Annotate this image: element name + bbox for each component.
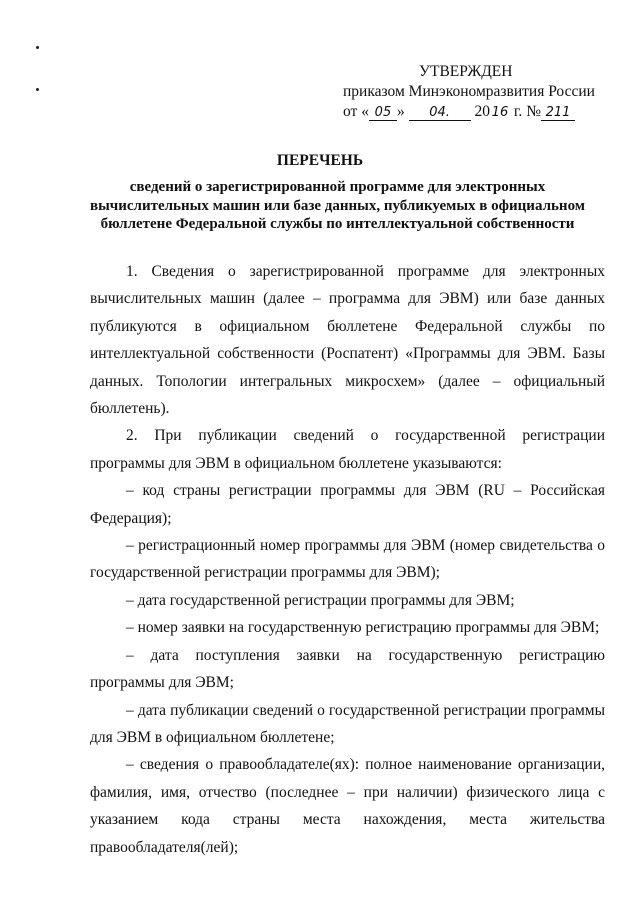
date-prefix: от « [343, 103, 369, 120]
list-item-application-number: – номер заявки на государственную регистрацию программы для ЭВМ; [126, 619, 600, 637]
scan-dot [36, 88, 39, 91]
scan-dot [36, 46, 39, 49]
list-item-application-date: – дата поступления заявки на государственную регистрацию программы для ЭВМ; [90, 646, 605, 692]
list-item-country-code: – код страны регистрации программы для ЭВМ (RU – Российская Федерация); [90, 482, 605, 527]
list-item-publication-date: – дата публикации сведений о государственной регистрации программы для ЭВМ в официальном бюллетене; [90, 701, 605, 746]
list-item-reg-date: – дата государственной регистрации программы для ЭВМ; [126, 591, 515, 609]
year-prefix: 20 [474, 103, 490, 120]
approval-order-line: приказом Минэкономразвития России [343, 83, 595, 100]
date-quote-close: » [396, 103, 405, 120]
year-label: г. [513, 103, 523, 120]
year-suffix: 16 [491, 105, 509, 120]
list-item-reg-number: – регистрационный номер программы для ЭВМ (номер свидетельства о государственной регистрации программы для ЭВМ); [90, 537, 605, 582]
paragraph-2: 2. При публикации сведений о государственной регистрации программы для ЭВМ в официальном бюллетене указываются: [90, 427, 605, 472]
approval-block [343, 62, 613, 122]
document-subtitle: сведений о зарегистрированной программе для электронных вычислительных машин или базе данных, публикуемых в официальном бюллетене Федеральной службы по интеллектуальной собственности [89, 179, 586, 232]
document-title: ПЕРЕЧЕНЬ [276, 152, 364, 169]
approval-date-line [343, 102, 613, 122]
order-number: 211 [541, 106, 575, 121]
date-day: 05 [369, 106, 397, 121]
date-month: 04. [409, 106, 471, 121]
document-body [90, 258, 605, 861]
number-label: № [526, 103, 541, 120]
list-item-rightholder: – сведения о правообладателе(ях): полное наименование организации, фамилия, имя, отчество (последнее – при наличии) физического лица с указанием кода страны места нахождения, места жительства правообладателя(лей); [90, 756, 605, 856]
paragraph-1: 1. Сведения о зарегистрированной программе для электронных вычислительных машин (далее – программа для ЭВМ) или базе данных публикуются в официальном бюллетене Федеральной службы по интеллектуальной собственности (Роспатент) «Программы для ЭВМ. Базы данных. Топологии интегральных микросхем» (далее – официальный бюллетень). [90, 263, 605, 418]
approval-title: УТВЕРЖДЕН [419, 63, 513, 80]
